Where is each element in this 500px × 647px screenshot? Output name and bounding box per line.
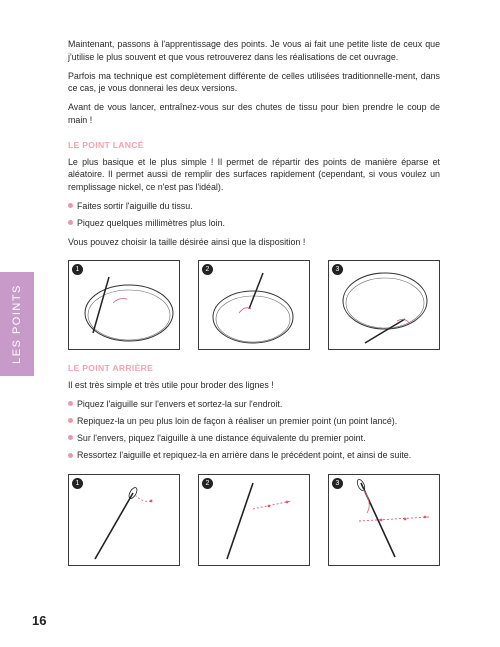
point-arriere-steps	[68, 398, 440, 462]
needle-thread-illustration	[329, 475, 439, 565]
point-lance-note: Vous pouvez choisir la taille désirée ainsi que la disposition !	[68, 237, 306, 248]
point-lance-figure-2	[198, 260, 310, 350]
point-arriere-figure-3	[328, 474, 440, 566]
hoop-needle-illustration	[329, 261, 439, 349]
point-lance-figure-1	[68, 260, 180, 350]
hoop-needle-illustration	[199, 261, 309, 349]
point-arriere-figure-2	[198, 474, 310, 566]
hoop-needle-illustration	[69, 261, 179, 349]
point-arriere-figure-1	[68, 474, 180, 566]
point-lance-step-2: Piquez quelques millimètres plus loin.	[68, 217, 440, 230]
section-side-tab	[0, 272, 34, 376]
point-arriere-step-4: Ressortez l'aiguille et repiquez-la en arrière dans le précédent point, et ainsi de suite.	[68, 449, 440, 462]
side-tab-label: LES POINTS	[11, 284, 23, 364]
point-arriere-step-3: Sur l'envers, piquez l'aiguille à une distance équivalente du premier point.	[68, 432, 440, 445]
point-arriere-illustrations	[68, 474, 440, 566]
section-title-point-lance: LE POINT LANCÉ	[68, 139, 144, 150]
intro-paragraph-3: Avant de vous lancer, entraînez-vous sur des chutes de tissu pour bien prendre le coup de main !	[68, 102, 440, 125]
needle-thread-illustration	[199, 475, 309, 565]
figure-step-badge: 1	[72, 264, 83, 275]
point-lance-figure-3	[328, 260, 440, 350]
intro-paragraph-1: Maintenant, passons à l'apprentissage des points. Je vous ai fait une petite liste de ceux que j'utilise le plus souvent et que vous retrouverez dans les réalisations de cet ouvrage.	[68, 39, 440, 62]
page-number: 16	[32, 613, 47, 628]
figure-step-badge: 3	[332, 478, 343, 489]
intro-paragraph-2: Parfois ma technique est complètement différente de celles utilisées traditionnelle-ment, dans ce cas, je vous donnerai les deux versions.	[68, 70, 440, 94]
page-content	[68, 38, 440, 578]
figure-step-badge: 2	[202, 264, 213, 275]
section-title-point-arriere: LE POINT ARRIÈRE	[68, 362, 154, 373]
point-lance-steps	[68, 200, 440, 230]
needle-thread-illustration	[69, 475, 179, 565]
figure-step-badge: 1	[72, 478, 83, 489]
figure-step-badge: 2	[202, 478, 213, 489]
point-arriere-step-2: Repiquez-la un peu plus loin de façon à réaliser un premier point (un point lancé).	[68, 415, 440, 428]
point-arriere-step-1: Piquez l'aiguille sur l'envers et sortez-la sur l'endroit.	[68, 398, 440, 411]
point-lance-step-1: Faites sortir l'aiguille du tissu.	[68, 200, 440, 213]
point-lance-illustrations	[68, 260, 440, 350]
figure-step-badge: 3	[332, 264, 343, 275]
point-lance-description: Le plus basique et le plus simple ! Il permet de répartir des points de manière éparse et aléatoire. Il permet aussi de remplir des surfaces rapidement (cependant, si vous voulez un remplissage nickel, ce n'est pas l'idéal).	[68, 156, 440, 192]
point-arriere-description: Il est très simple et très utile pour broder des lignes !	[68, 379, 274, 390]
